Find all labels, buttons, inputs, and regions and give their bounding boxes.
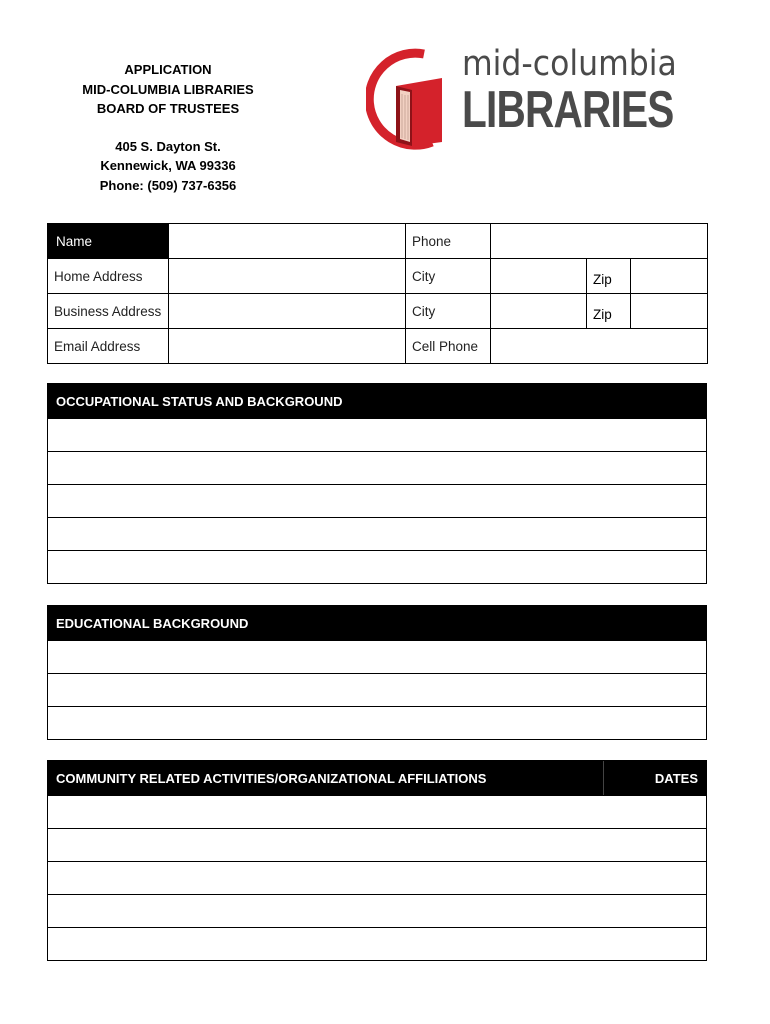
table-row xyxy=(48,224,708,259)
business-city-label: City xyxy=(406,294,491,329)
occupational-line[interactable] xyxy=(48,517,706,550)
business-zip-label-cell xyxy=(587,294,631,329)
title-organization: MID-COLUMBIA LIBRARIES xyxy=(82,81,254,97)
business-city-field[interactable] xyxy=(491,294,587,329)
community-section xyxy=(47,760,707,961)
occupational-line[interactable] xyxy=(48,550,706,583)
occupational-line[interactable] xyxy=(48,418,706,451)
community-line[interactable] xyxy=(48,861,706,894)
occupational-section xyxy=(47,383,707,584)
table-row xyxy=(48,259,708,294)
title-board: BOARD OF TRUSTEES xyxy=(96,101,240,116)
email-address-field[interactable] xyxy=(169,329,406,364)
community-heading: COMMUNITY RELATED ACTIVITIES/ORGANIZATIONAL AFFILIATIONS xyxy=(56,771,487,786)
educational-line[interactable] xyxy=(48,673,706,706)
community-line[interactable] xyxy=(48,894,706,927)
community-heading-bar xyxy=(48,761,706,795)
phone-field[interactable] xyxy=(491,224,708,259)
educational-line[interactable] xyxy=(48,706,706,739)
name-field[interactable] xyxy=(169,224,406,259)
home-address-label: Home Address xyxy=(48,259,169,294)
table-row xyxy=(48,294,708,329)
applicant-info-table xyxy=(47,223,708,364)
occupational-line[interactable] xyxy=(48,451,706,484)
business-zip-label: Zip xyxy=(593,307,612,322)
community-line[interactable] xyxy=(48,828,706,861)
name-label: Name xyxy=(48,224,169,259)
logo-top-text: mid-columbia xyxy=(462,44,677,84)
cell-phone-field[interactable] xyxy=(491,329,708,364)
business-zip-field[interactable] xyxy=(631,294,708,329)
business-address-label: Business Address xyxy=(48,294,169,329)
dates-divider xyxy=(603,761,604,795)
educational-line[interactable] xyxy=(48,640,706,673)
educational-section xyxy=(47,605,707,740)
community-line[interactable] xyxy=(48,927,706,960)
occupational-line[interactable] xyxy=(48,484,706,517)
book-logo-icon xyxy=(366,46,466,150)
home-address-field[interactable] xyxy=(169,259,406,294)
dates-heading: DATES xyxy=(654,771,698,786)
phone-number: Phone: (509) 737-6356 xyxy=(99,177,237,193)
city-label: City xyxy=(406,259,491,294)
occupational-heading: OCCUPATIONAL STATUS AND BACKGROUND xyxy=(48,384,706,418)
city-field[interactable] xyxy=(491,259,587,294)
educational-heading: EDUCATIONAL BACKGROUND xyxy=(48,606,706,640)
phone-label: Phone xyxy=(406,224,491,259)
business-address-field[interactable] xyxy=(169,294,406,329)
email-address-label: Email Address xyxy=(48,329,169,364)
zip-label-cell xyxy=(587,259,631,294)
mid-columbia-libraries-logo xyxy=(366,44,677,150)
zip-field[interactable] xyxy=(631,259,708,294)
street-address: 405 S. Dayton St. xyxy=(115,138,221,154)
header-block xyxy=(68,60,268,195)
table-row xyxy=(48,329,708,364)
city-state-zip: Kennewick, WA 99336 xyxy=(100,158,236,173)
logo-bottom-text: LIBRARIES xyxy=(462,81,674,139)
title-application: APPLICATION xyxy=(124,62,212,77)
zip-label: Zip xyxy=(593,272,612,287)
cell-phone-label: Cell Phone xyxy=(406,329,491,364)
community-line[interactable] xyxy=(48,795,706,828)
